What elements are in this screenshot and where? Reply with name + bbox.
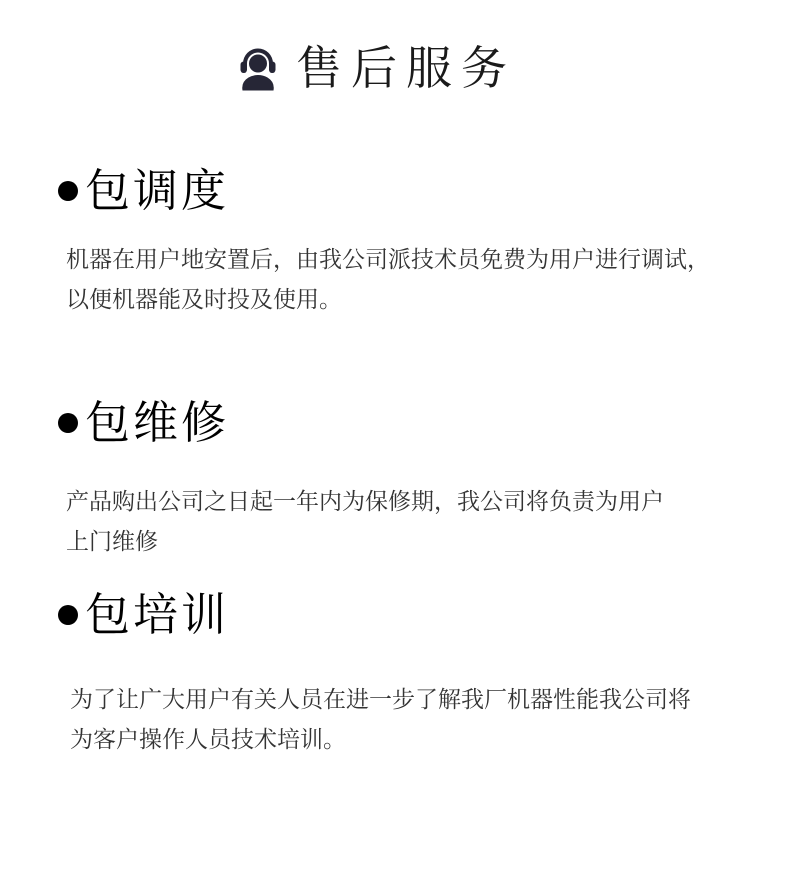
body-line: 以便机器能及时投及使用。 (66, 287, 342, 313)
body-line: 上门维修 (66, 529, 158, 555)
bullet-icon (58, 181, 78, 201)
body-line: 为客户操作人员技术培训。 (70, 727, 346, 753)
service-section-training (0, 588, 790, 760)
customer-service-icon (234, 45, 282, 91)
section-body (0, 482, 790, 562)
section-body (0, 680, 790, 760)
section-title: 包培训 (85, 588, 230, 641)
section-heading (0, 588, 790, 642)
body-line: 产品购出公司之日起一年内为保修期，我公司将负责为用户 (66, 489, 664, 515)
section-title: 包维修 (85, 396, 230, 449)
section-body (0, 240, 790, 320)
service-section-repair (0, 396, 790, 562)
page-title: 售后服务 (296, 40, 516, 95)
section-heading (0, 396, 790, 450)
body-line: 为了让广大用户有关人员在进一步了解我厂机器性能我公司将 (70, 687, 691, 713)
service-section-scheduling (0, 164, 790, 320)
bullet-icon (58, 605, 78, 625)
page-header (0, 0, 770, 96)
bullet-icon (58, 413, 78, 433)
body-line: 机器在用户地安置后，由我公司派技术员免费为用户进行调试， (66, 247, 710, 273)
section-heading (0, 164, 790, 218)
section-title: 包调度 (85, 164, 230, 217)
